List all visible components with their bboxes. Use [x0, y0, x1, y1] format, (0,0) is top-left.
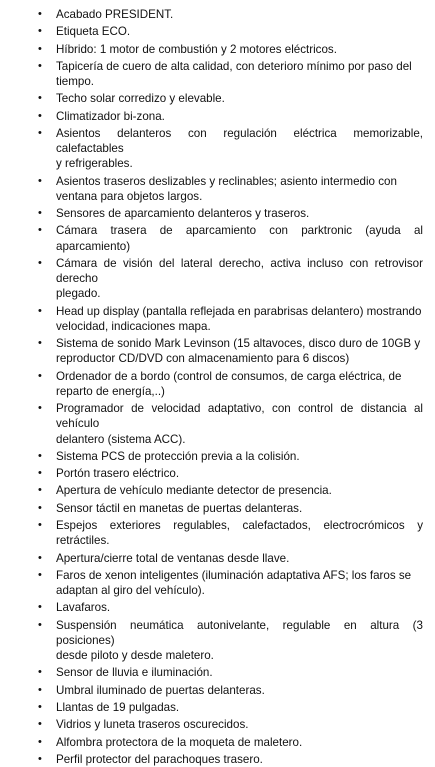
list-item — [38, 665, 423, 680]
list-item-text: Etiqueta ECO. — [56, 25, 131, 39]
list-item-text: Programador de velocidad adaptativo, con control de distancia al vehículo delantero (sistema ACC). — [56, 402, 423, 446]
list-item-text: Asientos delanteros con regulación eléctrica memorizable, calefactables y refrigerables. — [56, 126, 423, 171]
bullet-icon: • — [38, 666, 42, 679]
list-item — [38, 600, 423, 615]
list-item — [38, 42, 423, 57]
list-item — [38, 304, 423, 334]
list-item — [38, 206, 423, 221]
list-item — [38, 700, 423, 715]
list-item-text: Espejos exteriores regulables, calefactados, electrocrómicos y retráctiles. — [56, 519, 423, 548]
bullet-icon: • — [38, 467, 42, 480]
list-item — [38, 24, 423, 39]
bullet-icon: • — [38, 25, 42, 38]
list-item-text: Cámara trasera de aparcamiento con parktronic (ayuda al aparcamiento) — [56, 224, 423, 253]
list-item-text: Acabado PRESIDENT. — [56, 8, 174, 21]
list-item-text: Híbrido: 1 motor de combustión y 2 motores eléctricos. — [56, 42, 337, 56]
list-item — [38, 501, 423, 516]
bullet-icon: • — [38, 92, 42, 105]
feature-list — [38, 7, 423, 767]
list-item — [38, 7, 423, 22]
bullet-icon: • — [38, 256, 42, 269]
list-item-text: Lavafaros. — [56, 601, 111, 615]
list-item-text: Sensor de lluvia e iluminación. — [56, 666, 213, 680]
bullet-icon: • — [38, 42, 42, 55]
bullet-icon: • — [38, 449, 42, 462]
bullet-icon: • — [38, 718, 42, 731]
list-item — [38, 752, 423, 767]
list-item-text: Apertura de vehículo mediante detector de presencia. — [56, 484, 332, 498]
list-item-text: Asientos traseros deslizables y reclinables; asiento intermedio con ventana para objetos largos. — [56, 174, 397, 203]
list-item-text: Umbral iluminado de puertas delanteras. — [56, 683, 265, 697]
list-item — [38, 256, 423, 302]
bullet-icon: • — [38, 683, 42, 696]
list-item-text: Vidrios y luneta traseros oscurecidos. — [56, 718, 249, 732]
bullet-icon: • — [38, 59, 42, 72]
list-item — [38, 91, 423, 106]
list-item-text: Cámara de visión del lateral derecho, activa incluso con retrovisor derecho plegado. — [56, 256, 423, 301]
bullet-icon: • — [38, 337, 42, 350]
bullet-icon: • — [38, 519, 42, 532]
list-item — [38, 174, 423, 204]
bullet-icon: • — [38, 402, 42, 415]
list-item-text: Portón trasero eléctrico. — [56, 467, 180, 481]
list-item — [38, 126, 423, 172]
list-item-text: Perfil protector del parachoques trasero. — [56, 752, 263, 766]
list-item-text: Suspensión neumática autonivelante, regulable en altura (3 posiciones) desde piloto y desde maletero. — [56, 618, 423, 663]
bullet-icon: • — [38, 224, 42, 237]
bullet-icon: • — [38, 8, 42, 20]
bullet-icon: • — [38, 700, 42, 713]
bullet-icon: • — [38, 109, 42, 122]
list-item-text: Sistema de sonido Mark Levinson (15 altavoces, disco duro de 10GB y reproductor CD/DVD con almacenamiento para 6 discos) — [56, 337, 421, 366]
list-item-text: Sensores de aparcamiento delanteros y traseros. — [56, 207, 310, 221]
list-item-text: Sistema PCS de protección previa a la colisión. — [56, 449, 300, 463]
list-item — [38, 518, 423, 548]
list-item — [38, 551, 423, 566]
list-item-text: Alfombra protectora de la moqueta de maletero. — [56, 735, 303, 749]
list-item-text: Ordenador de a bordo (control de consumos, de carga eléctrica, de reparto de energía,..) — [56, 369, 402, 398]
list-item — [38, 618, 423, 664]
bullet-icon: • — [38, 484, 42, 497]
bullet-icon: • — [38, 752, 42, 765]
list-item — [38, 683, 423, 698]
bullet-icon: • — [38, 601, 42, 614]
list-item — [38, 401, 423, 447]
list-item — [38, 483, 423, 498]
bullet-icon: • — [38, 174, 42, 187]
list-item — [38, 223, 423, 253]
list-item-text: Climatizador bi-zona. — [56, 109, 165, 123]
list-item — [38, 735, 423, 750]
bullet-icon: • — [38, 735, 42, 748]
bullet-icon: • — [38, 126, 42, 139]
list-item — [38, 568, 423, 598]
list-item-text: Llantas de 19 pulgadas. — [56, 700, 180, 714]
list-item — [38, 59, 423, 89]
bullet-icon: • — [38, 568, 42, 581]
list-item-text: Head up display (pantalla reflejada en parabrisas delantero) mostrando velocidad, indicaciones mapa. — [56, 304, 422, 333]
list-item — [38, 369, 423, 399]
bullet-icon: • — [38, 207, 42, 220]
list-item — [38, 717, 423, 732]
list-item-text: Sensor táctil en manetas de puertas delanteras. — [56, 501, 303, 515]
bullet-icon: • — [38, 501, 42, 514]
list-item — [38, 336, 423, 366]
list-item — [38, 466, 423, 481]
bullet-icon: • — [38, 304, 42, 317]
bullet-icon: • — [38, 618, 42, 631]
list-item-text: Techo solar corredizo y elevable. — [56, 92, 225, 106]
list-item-text: Tapicería de cuero de alta calidad, con deterioro mínimo por paso del tiempo. — [56, 59, 412, 89]
bullet-icon: • — [38, 369, 42, 382]
bullet-icon: • — [38, 551, 42, 564]
list-item-text: Faros de xenon inteligentes (iluminación adaptativa AFS; los faros se adaptan al giro del vehículo). — [56, 568, 412, 598]
list-item-text: Apertura/cierre total de ventanas desde llave. — [56, 551, 290, 565]
list-item — [38, 109, 423, 124]
list-item — [38, 449, 423, 464]
